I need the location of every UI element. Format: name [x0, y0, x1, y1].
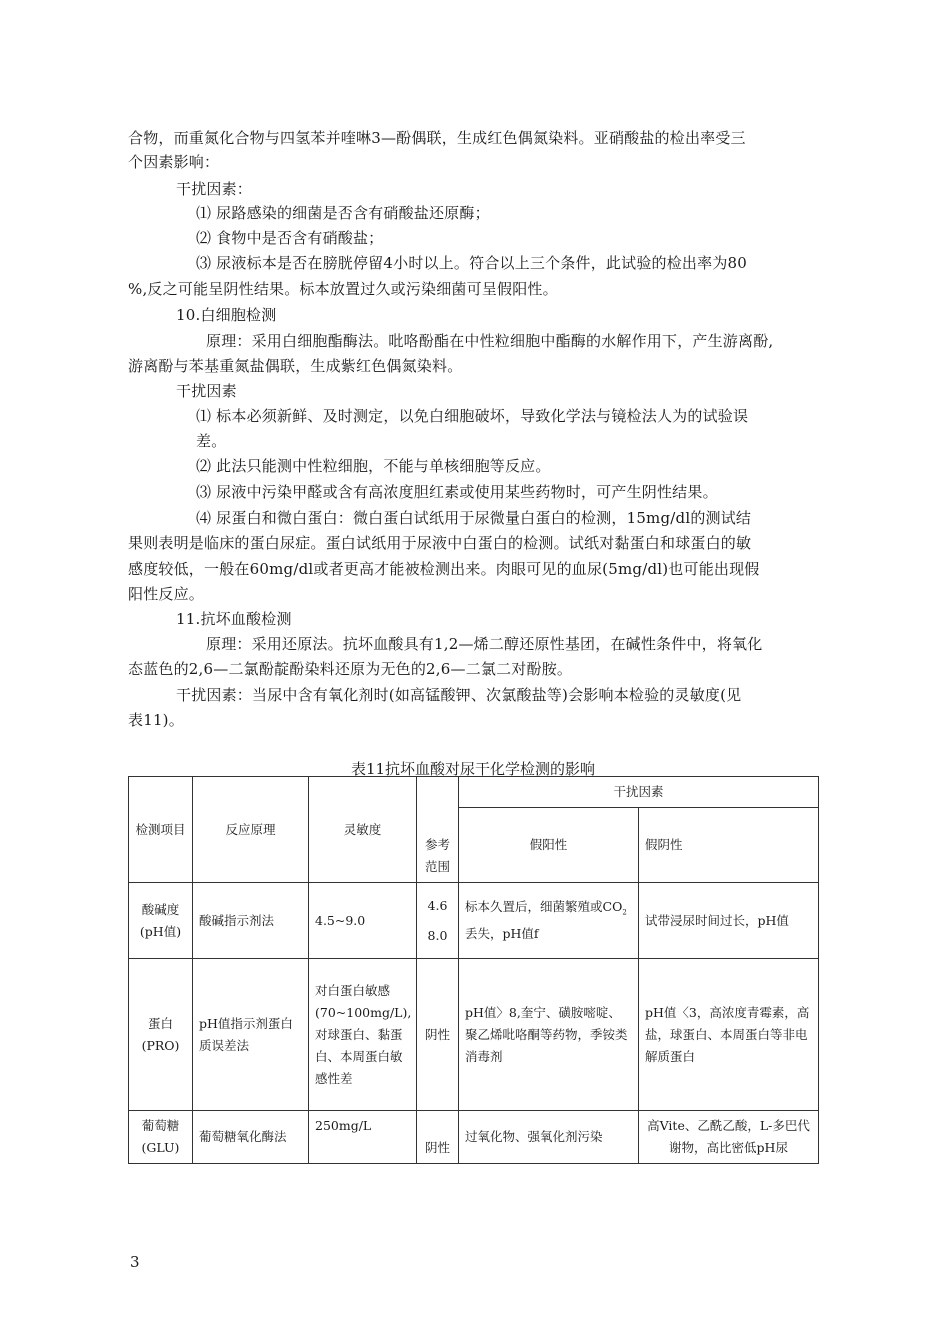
table-row — [129, 1111, 819, 1164]
paragraph-line: 干扰因素： — [176, 180, 253, 198]
list-item: ⑶ 尿液标本是否在膀胱停留4小时以上。符合以上三个条件，此试验的检出率为80 — [196, 254, 748, 272]
paragraph-line: 表11)。 — [128, 711, 184, 729]
paragraph-line: 个因素影响： — [128, 153, 220, 171]
cell-sensitivity: 250mg/L — [309, 1111, 417, 1164]
list-item: ⑷ 尿蛋白和微白蛋白：微白蛋白试纸用于尿微量白蛋白的检测，15mg/dl的测试结 — [196, 509, 752, 527]
paragraph-line: 游离酚与苯基重氮盐偶联，生成紫红色偶氮染料。 — [128, 357, 463, 375]
cell-reference: 阴性 — [417, 1111, 459, 1164]
cell-false-positive: pH值〉8,奎宁、磺胺嘧啶、聚乙烯吡咯酮等药物，季铵类消毒剂 — [459, 959, 639, 1111]
item-name: 葡萄糖 — [141, 1118, 180, 1133]
paragraph-line: 原理：采用白细胞酯酶法。吡咯酚酯在中性粒细胞中酯酶的水解作用下，产生游离酚, — [206, 332, 774, 350]
header-false-positive: 假阳性 — [459, 808, 639, 883]
list-item: ⑴ 尿路感染的细菌是否含有硝酸盐还原酶； — [196, 204, 490, 222]
section-heading: 11.抗坏血酸检测 — [176, 610, 292, 628]
page-number: 3 — [130, 1253, 140, 1271]
paragraph-line: %,反之可能呈阴性结果。标本放置过久或污染细菌可呈假阳性。 — [128, 280, 558, 298]
table-row — [129, 883, 819, 959]
cell-false-positive: 过氧化物、强氧化剂污染 — [459, 1111, 639, 1164]
item-name: 蛋白 — [147, 1015, 173, 1031]
list-item: ⑵ 食物中是否含有硝酸盐； — [196, 229, 384, 247]
list-item: ⑴ 标本必须新鲜、及时测定，以免白细胞破坏，导致化学法与镜检法人为的试验误 — [196, 407, 749, 425]
false-positive-text: 丢失，pH值f — [465, 926, 539, 942]
co-text: CO — [602, 898, 623, 914]
list-item: ⑵ 此法只能测中性粒细胞，不能与单核细胞等反应。 — [196, 457, 551, 475]
cell-sensitivity: 对白蛋白敏感(70~100mg/L),对球蛋白、黏蛋白、本周蛋白敏感性差 — [309, 959, 417, 1111]
paragraph-line: 态蓝色的2,6—二氯酚靛酚染料还原为无色的2,6—二氯二对酚胺。 — [128, 660, 573, 678]
cell-false-negative: pH值〈3，高浓度青霉素，高盐，球蛋白、本周蛋白等非电解质蛋白 — [639, 959, 819, 1111]
cell-principle: 酸碱指示剂法 — [193, 883, 309, 959]
paragraph-line: 阳性反应。 — [128, 585, 205, 603]
reference-low: 4.6 — [427, 897, 448, 913]
paragraph-line: 感度较低，一般在60mg/dl或者更高才能被检测出来。肉眼可见的血尿(5mg/dl)也可能出现假 — [128, 560, 760, 578]
cell-principle: 葡萄糖氧化酶法 — [193, 1111, 309, 1164]
reference-high: 8.0 — [427, 927, 448, 943]
paragraph-line: 干扰因素 — [176, 382, 237, 400]
cell-principle: pH值指示剂蛋白质误差法 — [193, 959, 309, 1111]
header-sensitivity: 灵敏度 — [309, 777, 417, 883]
cell-false-negative: 高Vite、乙酰乙酸，L-多巴代谢物，高比密低pH尿 — [639, 1111, 819, 1164]
cell-sensitivity: 4.5~9.0 — [309, 883, 417, 959]
cell-reference: 阴性 — [417, 959, 459, 1111]
cell-item — [129, 1111, 193, 1164]
paragraph-line: 差。 — [196, 432, 227, 450]
cell-item — [129, 959, 193, 1111]
paragraph-line: 果则表明是临床的蛋白尿症。蛋白试纸用于尿液中白蛋白的检测。试纸对黏蛋白和球蛋白的敏 — [128, 534, 752, 552]
table-row — [129, 959, 819, 1111]
header-principle: 反应原理 — [193, 777, 309, 883]
item-code: (GLU) — [141, 1140, 180, 1155]
section-heading: 10.白细胞检测 — [176, 306, 277, 324]
cell-false-positive — [459, 883, 639, 959]
paragraph-line: 合物，而重氮化合物与四氢苯并喹啉3—酚偶联，生成红色偶氮染料。亚硝酸盐的检出率受三 — [128, 129, 746, 147]
cell-reference — [417, 883, 459, 959]
header-reference: 参考范围 — [417, 777, 459, 883]
header-item: 检测项目 — [129, 777, 193, 883]
header-false-negative: 假阴性 — [639, 808, 819, 883]
cell-item: 酸碱度(pH值) — [129, 883, 193, 959]
header-interference: 干扰因素 — [459, 777, 819, 808]
table-caption: 表11抗坏血酸对尿干化学检测的影响 — [350, 760, 596, 778]
item-code: (PRO) — [141, 1037, 180, 1053]
cell-false-negative: 试带浸尿时间过长，pH值 — [639, 883, 819, 959]
false-positive-text: 标本久置后，细菌繁殖或 — [465, 898, 603, 914]
paragraph-line: 原理：采用还原法。抗坏血酸具有1,2—烯二醇还原性基团，在碱性条件中，将氧化 — [206, 635, 763, 653]
data-table — [128, 776, 819, 1164]
list-item: ⑶ 尿液中污染甲醛或含有高浓度胆红素或使用某些药物时，可产生阴性结果。 — [196, 483, 718, 501]
subscript: 2 — [622, 908, 627, 917]
paragraph-line: 干扰因素：当尿中含有氧化剂时(如高锰酸钾、次氯酸盐等)会影响本检验的灵敏度(见 — [176, 686, 742, 704]
